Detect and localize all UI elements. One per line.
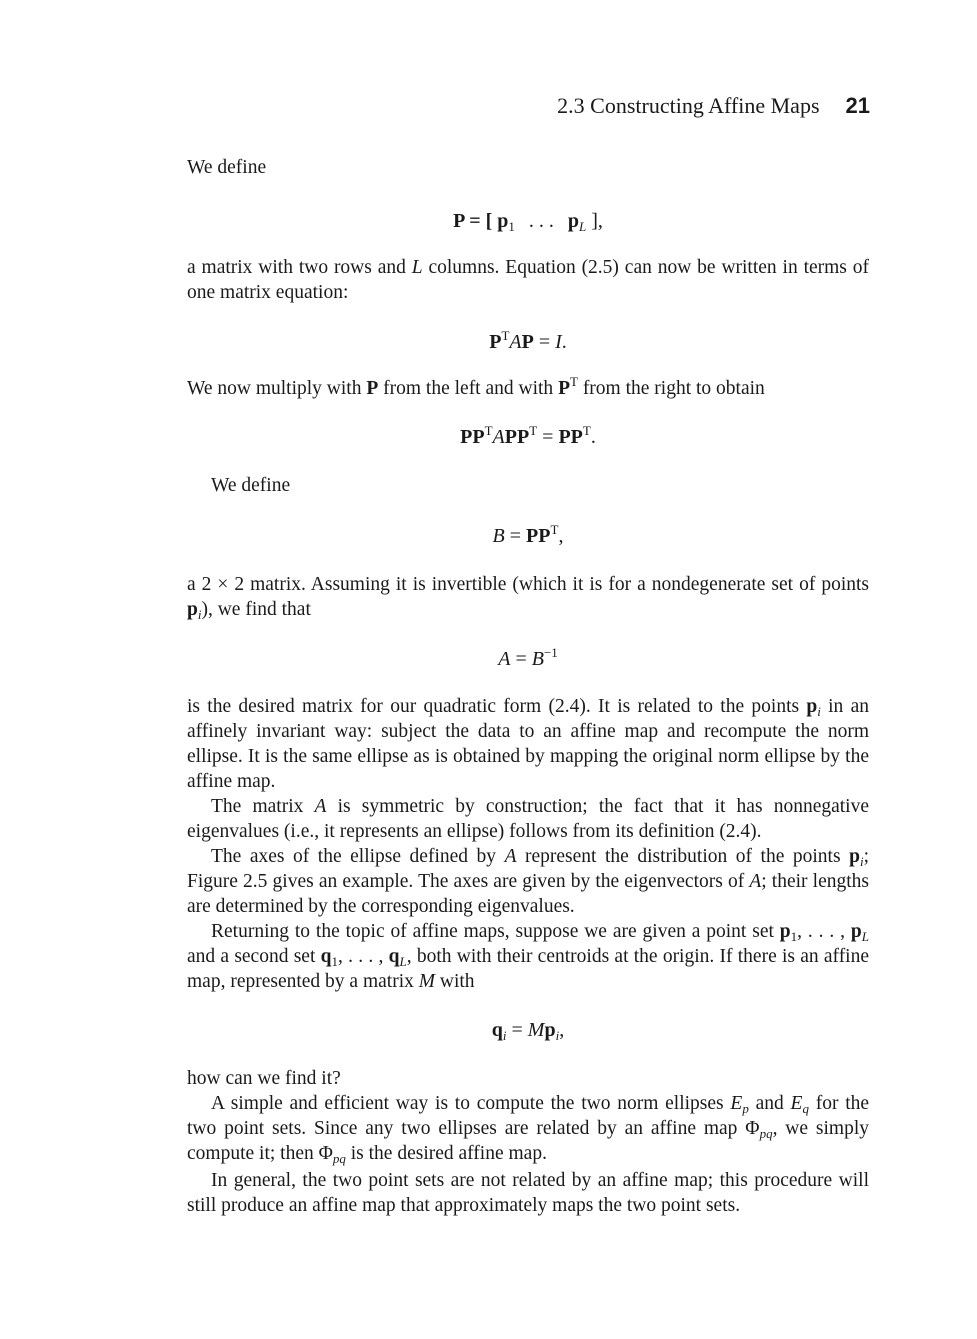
section-title: 2.3 Constructing Affine Maps (557, 93, 820, 118)
equation-P-matrix: P = [ $p_1$ . . . $p_L$ ], (453, 210, 603, 234)
equation-q-Mp: $q_i = Mp_i$, (491, 1019, 565, 1043)
running-header (557, 92, 870, 120)
page-number: 21 (845, 93, 870, 118)
paragraph-desired: is the desired matrix for our quadratic form (2.4). It is related to the points $p_i$ in an affinely invariant way: subject the data to an affine map and recompute the norm ellipse. It is the same ellipse as is obtained by mapping the original norm ellipse by the affine map. (187, 696, 869, 792)
equation-PPTAPPT: $PP^TAPP^T = PP^T$. (460, 423, 596, 448)
paragraph-multiply: We now multiply with P from the left and with $P^T$ from the right to obtain (187, 374, 765, 399)
paragraph-symmetric: The matrix A is symmetric by construction; the fact that it has nonnegative eigenvalues (i.e., it represents an ellipse) follows from its definition (2.4). (187, 796, 869, 842)
paragraph-assume: a 2 × 2 matrix. Assuming it is invertible (which it is for a nondegenerate set of points $p_i$), we find that (187, 574, 869, 622)
paragraph-matrix-desc: a matrix with two rows and L columns. Equation (2.5) can now be written in terms of one matrix equation: (187, 257, 870, 303)
paragraph-axes: The axes of the ellipse defined by A represent the distribution of the points $p_i$; Figure 2.5 gives an example. The axes are given by the eigenvectors of A; their lengths are determined by the corresponding eigenvalues. (187, 846, 869, 917)
paragraph-we-define-1: We define (187, 157, 267, 178)
paragraph-how: how can we find it? (187, 1068, 341, 1089)
paragraph-returning: Returning to the topic of affine maps, suppose we are given a point set $p_1$, . . . , $p_L$ and a second set $q_1$, . . . , $q_L$, both with their centroids at the origin. If there is an affine map, represented by a matrix M with (187, 921, 870, 992)
paragraph-we-define-2: We define (211, 475, 291, 496)
equation-A-inverse: $A = B^{-1}$ (498, 645, 558, 670)
paragraph-general: In general, the two point sets are not related by an affine map; this procedure will still produce an affine map that approximately maps the two point sets. (187, 1170, 869, 1216)
paragraph-simple: A simple and efficient way is to compute the two norm ellipses $E_p$ and $E_q$ for the two point sets. Since any two ellipses are related by an affine map $\Phi_{pq}$, we simply compute it; then $\Phi_{pq}$ is the desired affine map. (187, 1093, 870, 1166)
equation-B: $B = PP^T$, (492, 522, 564, 547)
equation-PTAP: $P^TAP = I$. (489, 328, 567, 353)
